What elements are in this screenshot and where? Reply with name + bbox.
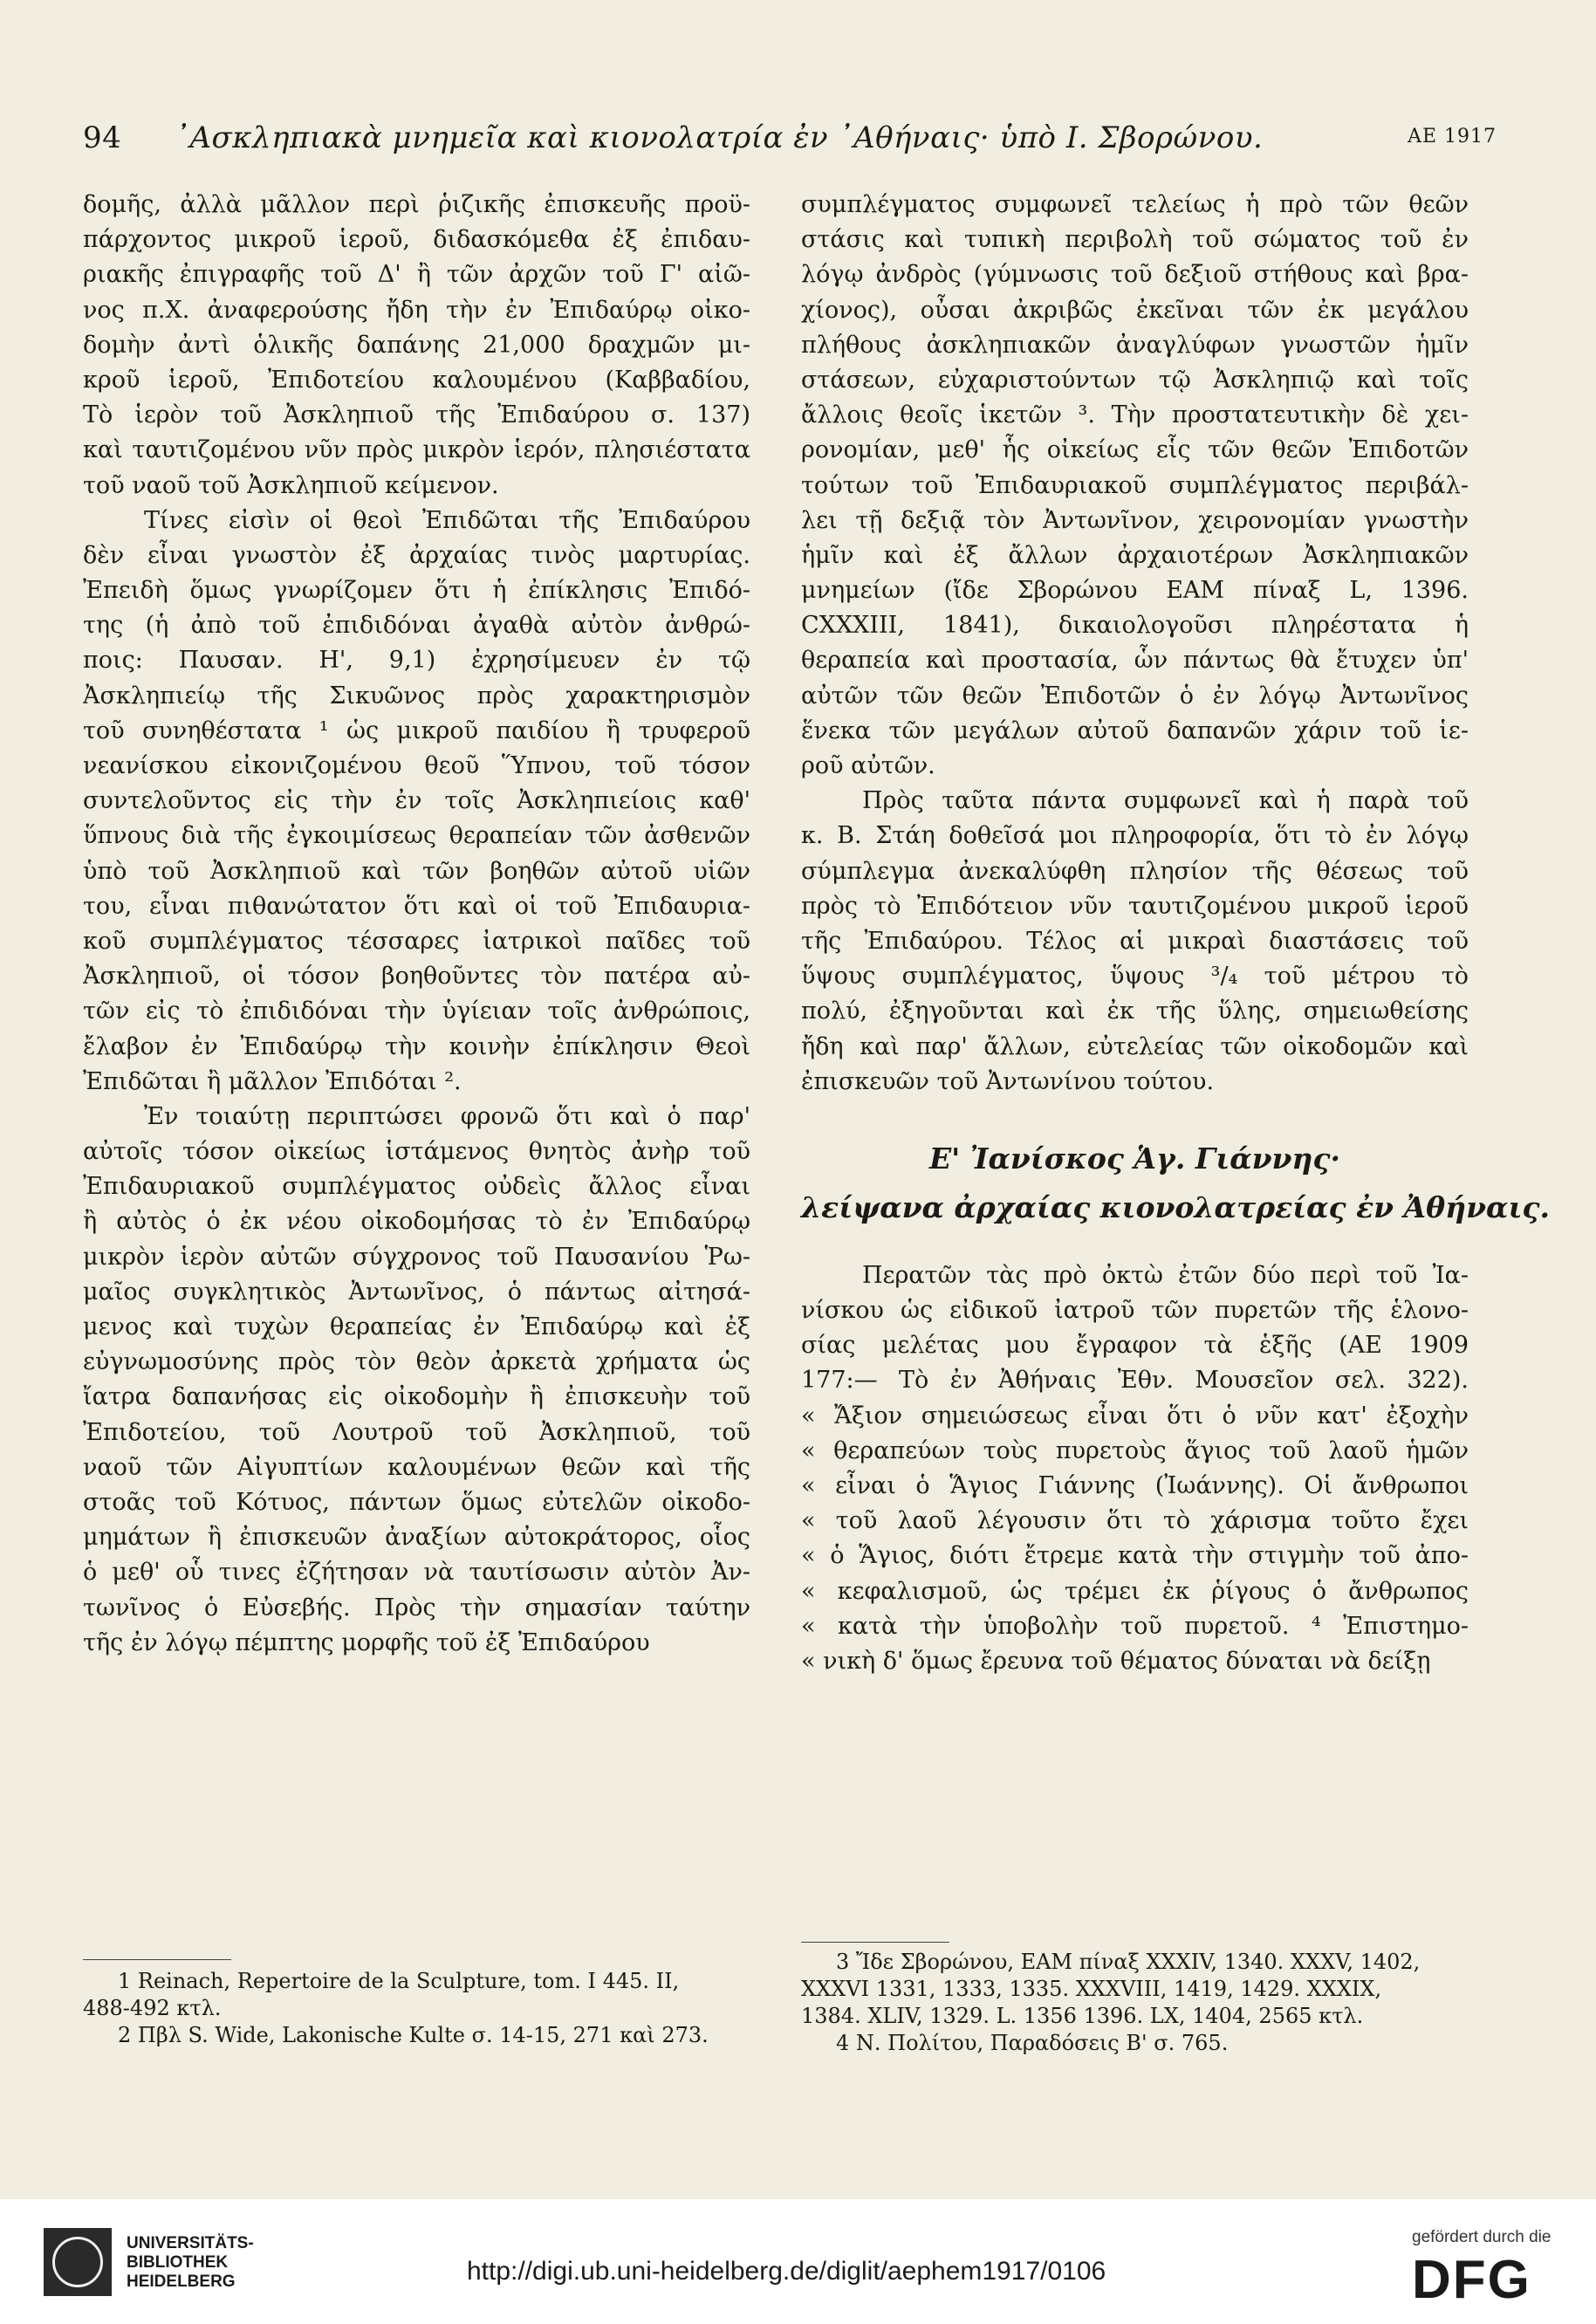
right-column-top-text — [801, 188, 1469, 1100]
text-line: ἢ αὐτὸς ὁ ἐκ νέου οἰκοδομήσας τὸ ἐν Ἐπιδαύρῳ — [83, 1208, 750, 1236]
running-header — [83, 113, 1497, 157]
text-line: Πρὸς ταῦτα πάντα συμφωνεῖ καὶ ἡ παρὰ τοῦ — [862, 787, 1469, 815]
journal-reference: ΑΕ 1917 — [1408, 126, 1497, 147]
text-line: νεανίσκου εἰκονιζομένου θεοῦ Ὕπνου, τοῦ τόσον — [83, 752, 750, 779]
text-line: Περατῶν τὰς πρὸ ὀκτὼ ἐτῶν δύο περὶ τοῦ Ἰα- — [862, 1261, 1469, 1289]
dfg-logo: DFG — [1412, 2250, 1531, 2310]
text-line: στοᾶς τοῦ Κότυος, πάντων ὅμως εὐτελῶν οἰκοδο- — [83, 1488, 750, 1516]
text-line: μικρὸν ἱερὸν αὐτῶν σύγχρονος τοῦ Παυσανίου Ῥω- — [83, 1243, 750, 1271]
text-line: λόγῳ ἀνδρὸς (γύμνωσις τοῦ δεξιοῦ στήθους καὶ βρα- — [801, 261, 1469, 289]
footnote-line: 3 Ἴδε Σβορώνου, ΕΑΜ πίναξ XXXIV, 1340. XXXV, 1402, — [836, 1950, 1421, 1974]
text-line: Ἀσκληπιοῦ, οἱ τόσον βοηθοῦντες τὸν πατέρα αὐ- — [83, 963, 750, 991]
footnote-line: 2 Πβλ S. Wide, Lakonische Kulte σ. 14-15, 271 καὶ 273. — [118, 2023, 709, 2047]
text-line: νίσκου ὡς εἰδικοῦ ἰατροῦ τῶν πυρετῶν τῆς ἑλονο- — [801, 1297, 1469, 1325]
text-line: πρὸς τὸ Ἐπιδότειον νῦν ταυτιζομένου μικροῦ ἱεροῦ — [801, 892, 1469, 920]
text-line: πολύ, ἐξηγοῦνται καὶ ἐκ τῆς ὕλης, σημειωθείσης — [801, 997, 1469, 1025]
text-line: δομῆς, ἀλλὰ μᾶλλον περὶ ῥιζικῆς ἐπισκευῆς προϋ- — [83, 191, 750, 218]
footnote-line: XXXVI 1331, 1333, 1335. XXXVIII, 1419, 1429. XXXIX, — [801, 1977, 1382, 2001]
left-column — [83, 188, 750, 1661]
text-line: συντελοῦντος εἰς τὴν ἐν τοῖς Ἀσκληπιείοις καθ' — [83, 787, 750, 815]
text-line: στάσεων, εὐχαριστούντων τῷ Ἀσκληπιῷ καὶ τοῖς — [801, 366, 1469, 394]
right-column-bottom-text — [801, 1258, 1469, 1679]
footnotes-right — [801, 1949, 1469, 2057]
library-name-line-2: BIBLIOTHEK — [127, 2253, 229, 2272]
text-line: μαῖος συγκλητικὸς Ἀντωνῖνος, ὁ πάντως αἰτησά- — [83, 1278, 750, 1306]
text-line: λει τῇ δεξιᾷ τὸν Ἀντωνῖνον, χειρονομίαν γνωστὴν — [801, 506, 1469, 534]
text-line: νος π.Χ. ἀναφερούσης ἤδη τὴν ἐν Ἐπιδαύρῳ οἰκο- — [83, 296, 750, 324]
text-line: συμπλέγματος συμφωνεῖ τελείως ἡ πρὸ τῶν θεῶν — [801, 191, 1469, 218]
text-line: τοῦ συνηθέστατα ¹ ὡς μικροῦ παιδίου ἢ τρυφεροῦ — [83, 716, 750, 744]
footnote-line: 488-492 κτλ. — [83, 1996, 222, 2020]
footnote-line: 1 Reinach, Repertoire de la Sculpture, tom. I 445. II, — [118, 1969, 680, 1993]
text-line: « κατὰ τὴν ὑποβολὴν τοῦ πυρετοῦ. ⁴ Ἐπιστημο- — [801, 1612, 1469, 1640]
text-line: ὕψους συμπλέγματος, ὕψους ³/₄ τοῦ μέτρου τὸ — [801, 963, 1469, 991]
text-line: Ἐπιδοτείου, τοῦ Λουτροῦ τοῦ Ἀσκληπιοῦ, τοῦ — [83, 1418, 750, 1446]
text-line: αὐτοῖς τόσον οἰκείως ἱστάμενος θνητὸς ἀνὴρ τοῦ — [83, 1138, 750, 1166]
text-line: θεραπεία καὶ προστασία, ὧν πάντως θὰ ἔτυχεν ὑπ' — [801, 647, 1469, 675]
text-line: σίας μελέτας μου ἔγραφον τὰ ἑξῆς (ΑΕ 1909 — [801, 1332, 1469, 1360]
text-line: 177:— Τὸ ἐν Ἀθήναις Ἐθν. Μουσεῖον σελ. 322). — [801, 1367, 1469, 1395]
text-line: του, εἶναι πιθανώτατον ὅτι καὶ οἱ τοῦ Ἐπιδαυρια- — [83, 892, 750, 920]
library-name — [127, 2234, 254, 2292]
text-line: δὲν εἶναι γνωστὸν ἐξ ἀρχαίας τινὸς μαρτυρίας. — [83, 541, 750, 569]
text-line: ρονομίαν, μεθ' ἧς οἰκείως εἷς τῶν θεῶν Ἐπιδοτῶν — [801, 436, 1469, 464]
text-line: τῶν εἰς τὸ ἐπιδιδόναι τὴν ὑγίειαν τοῖς ἀνθρώποις, — [83, 997, 750, 1025]
text-line: Ἐπιδῶται ἢ μᾶλλον Ἐπιδόται ². — [83, 1067, 462, 1095]
text-line: μνημείων (ἴδε Σβορώνου ΕΑΜ πίναξ L, 1396. — [801, 577, 1469, 605]
text-line: « εἶναι ὁ Ἅγιος Γιάννης (Ἰωάννης). Οἱ ἄνθρωποι — [801, 1472, 1469, 1499]
text-line: δομὴν ἀντὶ ὁλικῆς δαπάνης 21,000 δραχμῶν μι- — [83, 331, 750, 359]
text-line: μενος καὶ τυχὼν θεραπείας ἐν Ἐπιδαύρῳ καὶ ἐξ — [83, 1313, 750, 1340]
footnote-rule-right — [801, 1942, 949, 1943]
section-heading-line-2: λείψανα ἀρχαίας κιονολατρείας ἐν Ἀθήναις. — [801, 1189, 1550, 1224]
text-line: ἕνεκα τῶν μεγάλων αὐτοῦ δαπανῶν χάριν τοῦ ἱε- — [801, 716, 1469, 744]
text-line: τούτων τοῦ Ἐπιδαυριακοῦ συμπλέγματος περιβάλ- — [801, 471, 1469, 499]
right-column — [801, 188, 1550, 1679]
text-line: ἤδη καὶ παρ' ἄλλων, εὐτελείας τῶν οἰκοδομῶν καὶ — [801, 1032, 1469, 1060]
text-line: κροῦ ἱεροῦ, Ἐπιδοτείου καλουμένου (Καββαδίου, — [83, 366, 750, 394]
text-line: Ἀσκληπιείῳ τῆς Σικυῶνος πρὸς χαρακτηρισμὸν — [83, 682, 750, 710]
text-line: αὐτῶν τῶν θεῶν Ἐπιδοτῶν ὁ ἐν λόγῳ Ἀντωνῖνος — [801, 682, 1469, 710]
text-line: καὶ ταυτιζομένου νῦν πρὸς μικρὸν ἱερόν, πλησιέστατα — [83, 436, 750, 464]
text-line: ἔλαβον ἐν Ἐπιδαύρῳ τὴν κοινὴν ἐπίκλησιν Θεοὶ — [83, 1032, 750, 1060]
permalink-url[interactable]: http://digi.ub.uni-heidelberg.de/diglit/aephem1917/0106 — [467, 2257, 1106, 2286]
text-line: πάρχοντος μικροῦ ἱεροῦ, διδασκόμεθα ἐξ ἐπιδαυ- — [83, 226, 750, 254]
text-line: τῆς Ἐπιδαύρου. Τέλος αἱ μικραὶ διαστάσεις τοῦ — [801, 927, 1469, 955]
text-line: ἡμῖν καὶ ἐξ ἄλλων ἀρχαιοτέρων Ἀσκληπιακῶν — [801, 541, 1469, 569]
text-line: « κεφαλισμοῦ, ὡς τρέμει ἐκ ῥίγους ὁ ἄνθρωπος — [801, 1577, 1469, 1605]
text-line: σύμπλεγμα ἀνεκαλύφθη πλησίον τῆς θέσεως τοῦ — [801, 857, 1469, 885]
text-line: ριακῆς ἐπιγραφῆς τοῦ Δ' ἢ τῶν ἀρχῶν τοῦ Γ' αἰῶ- — [83, 261, 750, 289]
text-line: ποις: Παυσαν. Η', 9,1) ἐχρησίμευεν ἐν τῷ — [83, 647, 750, 675]
text-line: CXXXIII, 1841), δικαιολογοῦσι πληρέστατα ἡ — [801, 612, 1469, 640]
text-line: Ἐπειδὴ ὅμως γνωρίζομεν ὅτι ἡ ἐπίκλησις Ἐπιδό- — [83, 577, 750, 605]
text-line: στάσις καὶ τυπικὴ περιβολὴ τοῦ σώματος τοῦ ἐν — [801, 226, 1469, 254]
text-line: ἴατρα δαπανήσας εἰς οἰκοδομὴν ἢ ἐπισκευὴν τοῦ — [83, 1383, 750, 1411]
text-line: ἄλλοις θεοῖς ἱκετῶν ³. Τὴν προστατευτικὴν δὲ χει- — [801, 401, 1469, 429]
text-line: Ἐν τοιαύτῃ περιπτώσει φρονῶ ὅτι καὶ ὁ παρ' — [144, 1102, 750, 1130]
footnotes-left — [83, 1968, 750, 2049]
text-line: « νικὴ δ' ὅμως ἔρευνα τοῦ θέματος δύναται νὰ δείξῃ — [801, 1647, 1431, 1675]
university-seal-icon — [44, 2228, 112, 2296]
text-line: « ὁ Ἅγιος, διότι ἔτρεμε κατὰ τὴν στιγμὴν τοῦ ἀπο- — [801, 1542, 1469, 1570]
text-line: ὁ μεθ' οὗ τινες ἐζήτησαν νὰ ταυτίσωσιν αὐτὸν Ἀν- — [83, 1559, 750, 1587]
text-line: τωνῖνος ὁ Εὐσεβής. Πρὸς τὴν σημασίαν ταύτην — [83, 1594, 750, 1621]
text-line: χίονος), οὖσαι ἀκριβῶς ἐκεῖναι τῶν ἐκ μεγάλου — [801, 296, 1469, 324]
text-line: ροῦ αὐτῶν. — [801, 752, 935, 779]
text-line: Τίνες εἰσὶν οἱ θεοὶ Ἐπιδῶται τῆς Ἐπιδαύρου — [144, 506, 750, 534]
text-line: ναοῦ τῶν Αἰγυπτίων καλουμένων θεῶν καὶ τῆς — [83, 1453, 750, 1481]
text-line: Τὸ ἱερὸν τοῦ Ἀσκληπιοῦ τῆς Ἐπιδαύρου σ. 137) — [83, 401, 750, 429]
footnote-rule-left — [83, 1959, 231, 1960]
text-line: « τοῦ λαοῦ λέγουσιν ὅτι τὸ χάρισμα τοῦτο ἔχει — [801, 1507, 1469, 1535]
text-line: ὕπνους διὰ τῆς ἐγκοιμίσεως θεραπείαν τῶν ἀσθενῶν — [83, 822, 750, 850]
footnote-line: 4 Ν. Πολίτου, Παραδόσεις Β' σ. 765. — [836, 2031, 1229, 2055]
text-line: ἐπισκευῶν τοῦ Ἀντωνίνου τούτου. — [801, 1067, 1215, 1095]
text-line: μημάτων ἢ ἐπισκευῶν ἀναξίων αὐτοκράτορος, οἷος — [83, 1524, 750, 1552]
text-line: κοῦ συμπλέγματος τέσσαρες ἰατρικοὶ παῖδες τοῦ — [83, 927, 750, 955]
text-line: ὑπὸ τοῦ Ἀσκληπιοῦ καὶ τῶν βοηθῶν αὐτοῦ υἱῶν — [83, 857, 750, 885]
text-line: πλήθους ἀσκληπιακῶν ἀναγλύφων γνωστῶν ἡμῖν — [801, 331, 1469, 359]
text-line: κ. Β. Στάη δοθεῖσά μοι πληροφορία, ὅτι τὸ ἐν λόγῳ — [801, 822, 1469, 850]
text-line: Ἐπιδαυριακοῦ συμπλέγματος οὐδεὶς ἄλλος εἶναι — [83, 1173, 750, 1201]
text-line: τοῦ ναοῦ τοῦ Ἀσκληπιοῦ κείμενον. — [83, 471, 499, 499]
section-heading-line-1: Ε' Ἰανίσκος Ἁγ. Γιάννης· — [929, 1141, 1340, 1176]
library-name-line-3: HEIDELBERG — [127, 2273, 236, 2291]
text-line: τῆς ἐν λόγῳ πέμπτης μορφῆς τοῦ ἐξ Ἐπιδαύρου — [83, 1628, 650, 1656]
library-name-line-1: UNIVERSITÄTS- — [127, 2234, 254, 2252]
page-number: 94 — [83, 120, 122, 155]
funder-label: gefördert durch die — [1412, 2228, 1551, 2246]
footnote-line: 1384. XLIV, 1329. L. 1356 1396. LX, 1404, 2565 κτλ. — [801, 2004, 1364, 2028]
text-line: εὐγνωμοσύνης πρὸς τὸν θεὸν ἀρκετὰ χρήματα ὡς — [83, 1348, 750, 1376]
running-title: ᾿Ασκληπιακὰ μνημεῖα καὶ κιονολατρία ἐν ᾿Αθήναις· ὑπὸ Ι. Σβορώνου. — [175, 120, 1264, 155]
text-line: « Ἄξιον σημειώσεως εἶναι ὅτι ὁ νῦν κατ' ἐξοχὴν — [801, 1402, 1469, 1429]
text-line: της (ἡ ἀπὸ τοῦ ἐπιδιδόναι ἀγαθὰ αὐτὸν ἀνθρώ- — [83, 612, 750, 640]
text-line: « θεραπεύων τοὺς πυρετοὺς ἅγιος τοῦ λαοῦ ἡμῶν — [801, 1436, 1469, 1464]
